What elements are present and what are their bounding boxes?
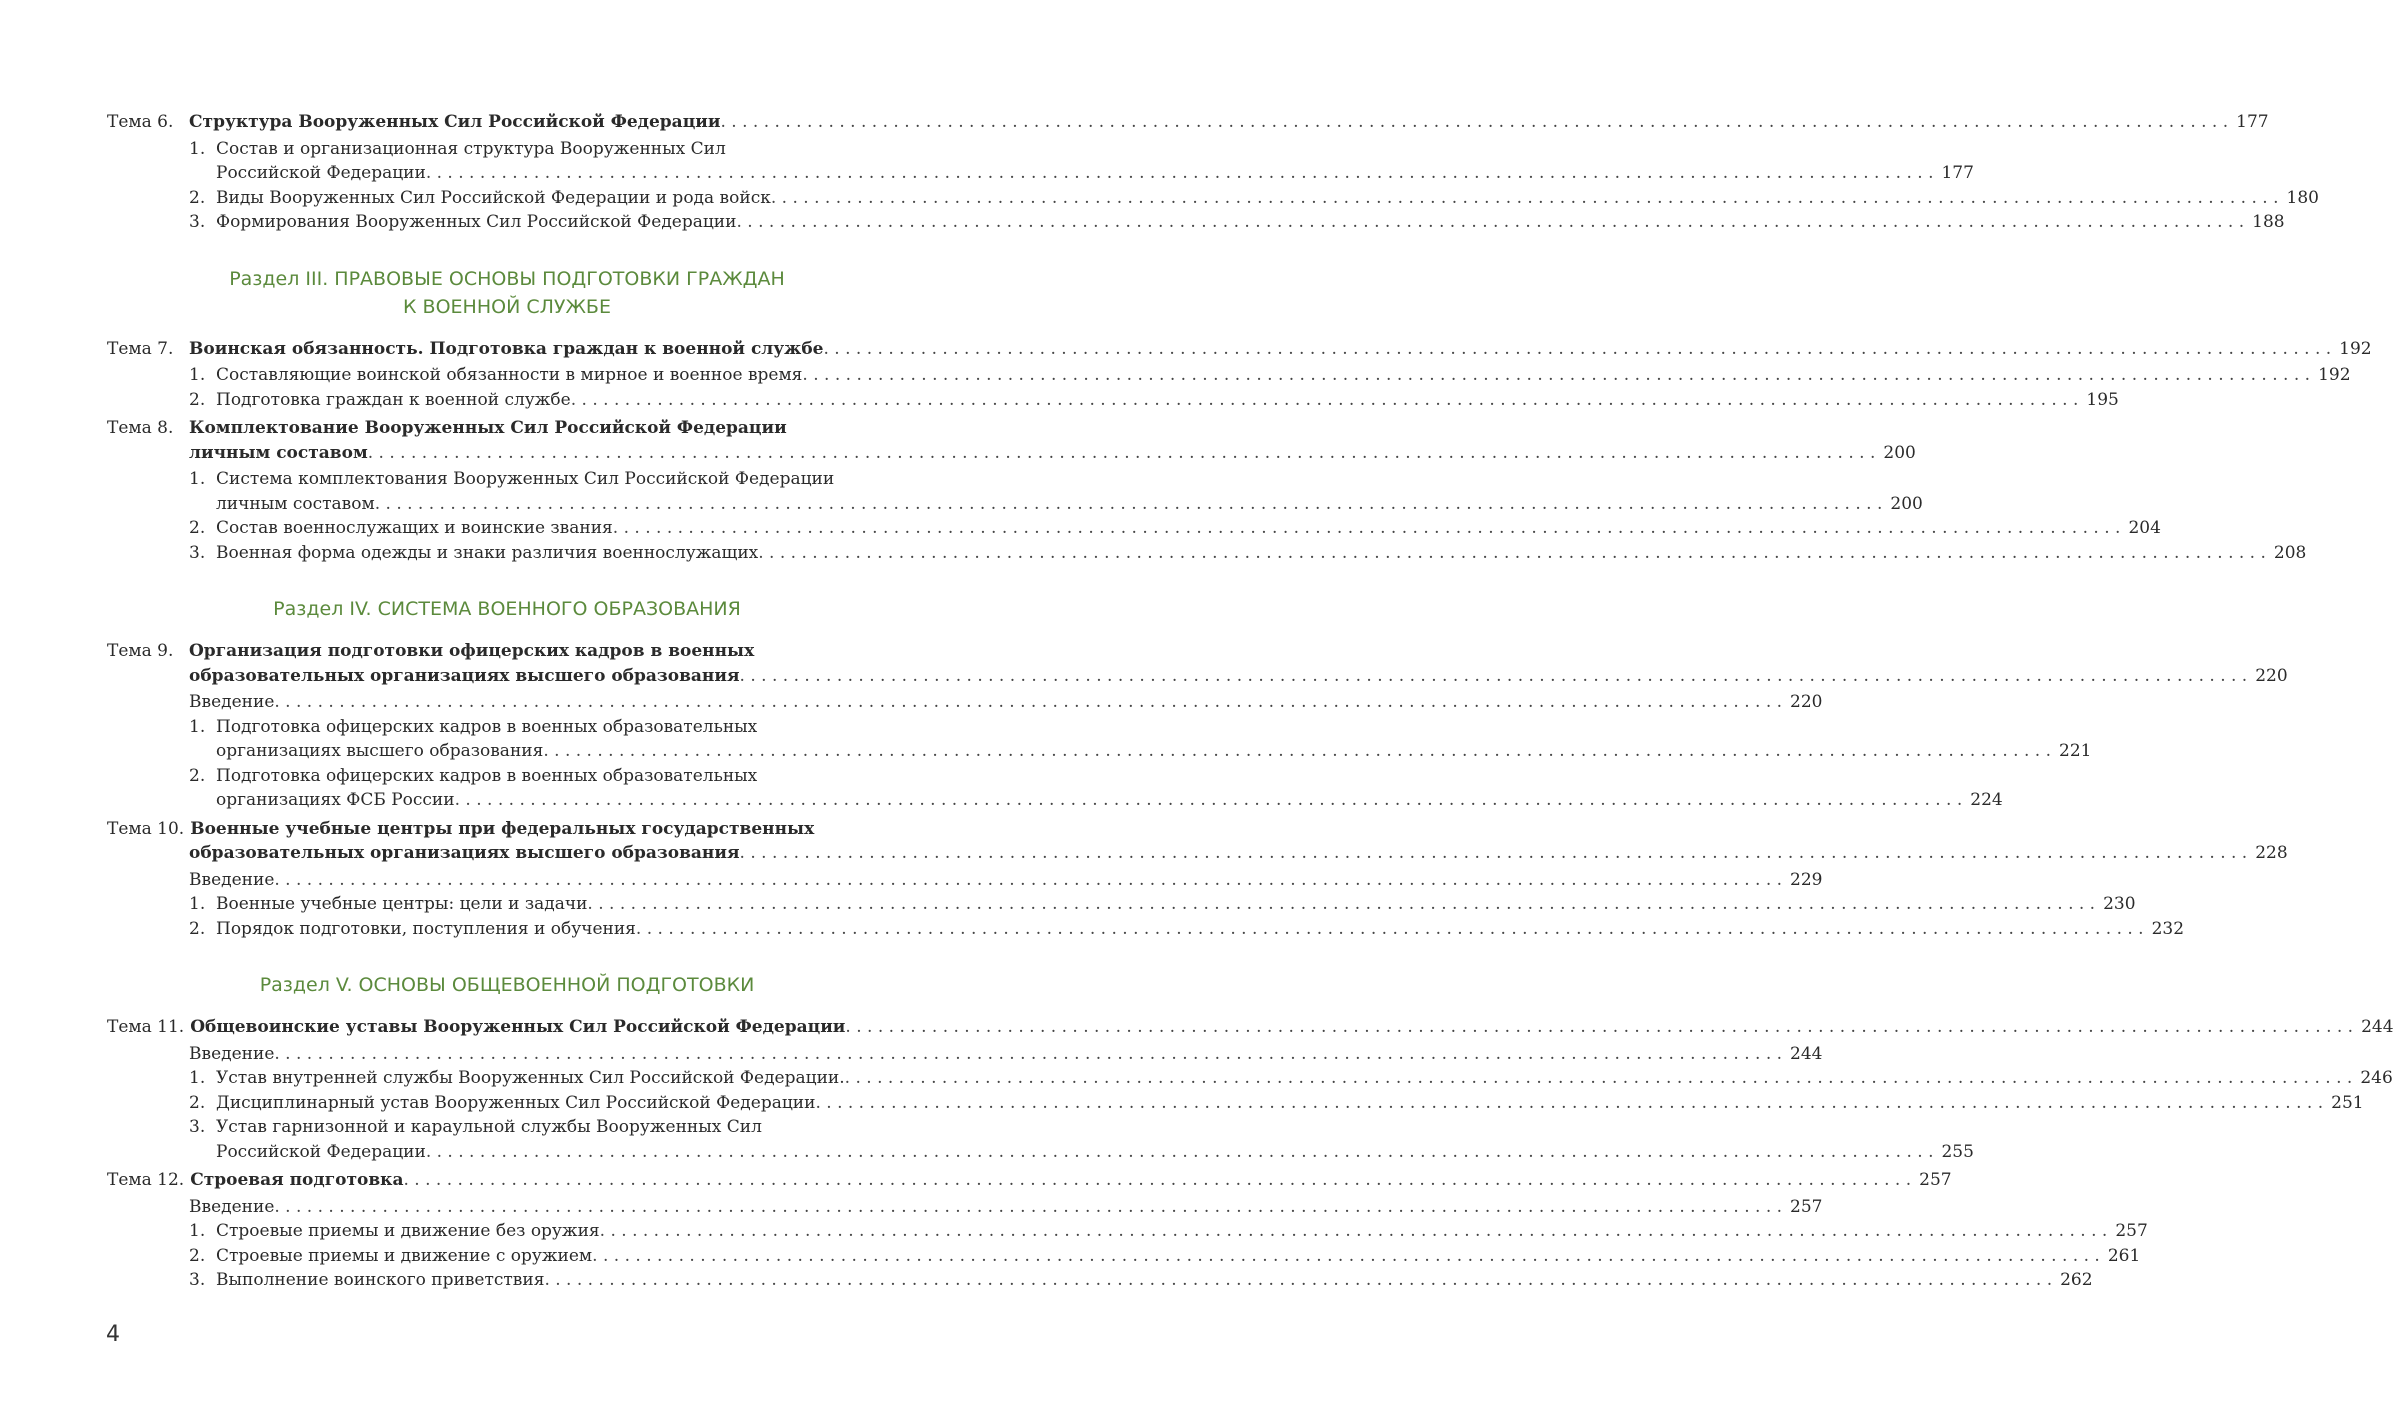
toc-item [189,363,2351,388]
dot-leader [740,664,2248,689]
toc-topic-7 [107,337,2372,362]
toc-item [189,892,2136,917]
dot-leader [375,492,1883,517]
dot-leader [845,1015,2353,1040]
page-ref: 232 [2151,918,2185,939]
page-ref: 228 [2255,843,2288,863]
toc-topic-8 [107,416,1916,465]
page-ref: 192 [2339,338,2372,359]
toc-item [189,1066,2393,1091]
page-ref: 244 [1790,1043,1823,1064]
page-ref: 261 [2107,1245,2141,1266]
section-heading-line: Раздел IV. СИСТЕМА ВОЕННОГО ОБРАЗОВАНИЯ [273,598,741,620]
dot-leader [845,1066,2353,1091]
section-heading-3 [107,265,907,321]
toc-item-continuation [189,492,1923,517]
page-ref: 200 [1890,493,1923,514]
toc-topic-11 [107,1015,2394,1040]
dot-leader [426,1140,1934,1165]
toc-subitems [107,137,2319,235]
topic-title: Организация подготовки офицерских кадров в военных [189,641,755,661]
intro-title: Введение [189,1043,275,1064]
dot-leader [274,1042,1782,1067]
item-title-cont: Российской Федерации [216,163,426,183]
item-title: Виды Вооруженных Сил Российской Федерации и рода войск [216,187,771,208]
item-number: 1. [189,1068,206,1088]
item-title: Военная форма одежды и знаки различия военнослужащих [216,542,759,563]
toc-topic-12 [107,1168,1952,1193]
item-number: 1. [189,469,206,489]
page-ref: 221 [2059,741,2092,761]
toc-topic-title-line [107,441,1916,466]
item-title: Подготовка офицерских кадров в военных образовательных [216,716,758,737]
toc-item [189,1268,2093,1293]
page-number: 4 [106,1322,120,1347]
item-number: 2. [189,1092,206,1113]
toc-subitems [107,1042,2393,1165]
topic-label: Тема 7. [107,338,174,359]
toc-intro [189,1042,1823,1067]
section-heading-4 [107,595,907,623]
item-number: 3. [189,1117,206,1137]
dot-leader [771,186,2279,211]
item-number: 1. [189,716,206,737]
topic-title: Структура Вооруженных Сил Российской Федерации [189,112,721,132]
topic-title-cont: образовательных организациях высшего образования [189,665,740,686]
dot-leader [403,1168,1911,1193]
page-ref: 192 [2318,365,2351,385]
item-title: Подготовка офицерских кадров в военных образовательных [216,765,758,786]
dot-leader [368,441,1876,466]
toc-intro [189,690,1823,715]
toc-topic-title-line [107,1015,2394,1040]
toc-item [189,516,2161,541]
toc-intro [189,868,1823,893]
toc-item [189,764,907,789]
toc-item-continuation [189,1140,1974,1165]
dot-leader [740,841,2248,866]
dot-leader [455,788,1963,813]
item-number: 2. [189,187,206,208]
toc-topic-title-line [107,110,2269,135]
dot-leader [587,892,2095,917]
item-number: 3. [189,1270,206,1290]
toc-item-continuation [189,161,1974,186]
item-title-cont: Российской Федерации [216,1141,426,1162]
item-number: 2. [189,1245,206,1266]
toc-topic-title-line [107,1168,1952,1193]
dot-leader [274,1195,1782,1220]
toc-subitems [107,868,2185,942]
item-title: Состав военнослужащих и воинские звания [216,518,613,538]
toc-item [189,1219,2148,1244]
item-title-cont: личным составом [216,493,375,514]
toc-subitems [107,467,2307,565]
item-number: 3. [189,542,206,563]
item-title: Система комплектования Вооруженных Сил Российской Федерации [216,469,835,489]
topic-title: Общевоинские уставы Вооруженных Сил Российской Федерации [190,1017,846,1037]
dot-leader [720,110,2228,135]
item-number: 3. [189,212,206,232]
item-title: Дисциплинарный устав Вооруженных Сил Российской Федерации [216,1092,816,1113]
dot-leader [758,541,2266,566]
dot-leader [815,1091,2323,1116]
toc-subitems [107,690,2092,813]
page-ref: 246 [2360,1068,2393,1088]
item-number: 2. [189,518,206,538]
toc-topic-title-line [107,817,907,842]
item-title: Составляющие воинской обязанности в мирное и военное время [216,365,803,385]
topic-label: Тема 10. [107,818,185,839]
item-title: Военные учебные центры: цели и задачи [216,894,588,914]
intro-title: Введение [189,1196,275,1217]
dot-leader [274,690,1782,715]
page-ref: 177 [2236,112,2269,132]
toc-item-continuation [189,788,2003,813]
item-number: 1. [189,1221,206,1241]
dot-leader [600,1219,2108,1244]
toc-item [189,388,2119,413]
item-title: Строевые приемы и движение без оружия [216,1221,600,1241]
toc-topic-title-line [107,841,2288,866]
topic-title: Военные учебные центры при федеральных государственных [190,818,815,839]
dot-leader [544,1268,2052,1293]
dot-leader [274,868,1782,893]
section-heading-line: К ВОЕННОЙ СЛУЖБЕ [403,295,611,318]
item-title: Формирования Вооруженных Сил Российской Федерации [216,212,737,232]
page-ref: 262 [2060,1270,2093,1290]
toc-topic-title-line [107,664,2288,689]
topic-label: Тема 9. [107,641,174,661]
item-title: Устав внутренней службы Вооруженных Сил Российской Федерации. [216,1068,845,1088]
item-title: Строевые приемы и движение с оружием [216,1245,593,1266]
toc-item [189,715,907,740]
page-ref: 204 [2128,518,2161,538]
item-title-cont: организациях высшего образования [216,741,544,761]
table-of-contents [107,110,2394,1293]
page-ref: 188 [2252,212,2285,232]
item-number: 2. [189,918,206,939]
topic-title-cont: личным составом [189,442,368,463]
toc-topic-title-line [107,416,907,441]
topic-label: Тема 6. [107,112,174,132]
toc-item [189,917,2185,942]
toc-topic-9 [107,639,2288,688]
toc-topic-10 [107,817,2288,866]
toc-item [189,1244,2141,1269]
page-ref: 180 [2286,187,2319,208]
intro-title: Введение [189,692,275,712]
toc-topic-6 [107,110,2269,135]
toc-item [189,137,907,162]
topic-label: Тема 12. [107,1170,185,1190]
toc-item [189,186,2319,211]
section-heading-line: Раздел III. ПРАВОВЫЕ ОСНОВЫ ПОДГОТОВКИ ГРАЖДАН [229,267,785,290]
toc-subitems [107,363,2351,412]
dot-leader [592,1244,2100,1269]
dot-leader [824,337,2332,362]
toc-item [189,467,907,492]
page-ref: 230 [2103,894,2136,914]
toc-item [189,541,2307,566]
page-ref: 208 [2273,542,2307,563]
toc-topic-title-line [107,639,907,664]
item-number: 1. [189,365,206,385]
section-heading-5 [107,971,907,999]
page-ref: 257 [2115,1221,2148,1241]
item-number: 2. [189,389,206,410]
item-title: Порядок подготовки, поступления и обучения [216,918,636,939]
page-ref: 200 [1883,442,1916,463]
page-ref: 220 [2255,665,2288,686]
page-ref: 244 [2361,1017,2394,1037]
topic-title: Строевая подготовка [190,1170,404,1190]
item-number: 1. [189,894,206,914]
topic-label: Тема 11. [107,1017,185,1037]
topic-title: Комплектование Вооруженных Сил Российской Федерации [189,418,787,438]
dot-leader [613,516,2121,541]
item-title: Устав гарнизонной и караульной службы Вооруженных Сил [216,1117,762,1137]
dot-leader [426,161,1934,186]
intro-title: Введение [189,869,275,890]
dot-leader [636,917,2144,942]
toc-subitems [107,1195,2148,1293]
topic-title-cont: образовательных организациях высшего образования [189,843,740,863]
toc-item [189,1115,907,1140]
page-ref: 177 [1941,163,1974,183]
topic-title: Воинская обязанность. Подготовка граждан к военной службе [189,338,824,359]
page-ref: 255 [1941,1141,1974,1162]
page-ref: 257 [1919,1170,1952,1190]
item-number: 1. [189,138,206,159]
page-ref: 251 [2331,1092,2364,1113]
toc-item-continuation [189,739,2092,764]
topic-label: Тема 8. [107,418,174,438]
item-title-cont: организациях ФСБ России [216,790,455,810]
dot-leader [543,739,2051,764]
toc-item [189,210,2285,235]
page-ref: 195 [2086,389,2119,410]
page-ref: 224 [1970,790,2003,810]
section-heading-line: Раздел V. ОСНОВЫ ОБЩЕВОЕННОЙ ПОДГОТОВКИ [259,974,755,996]
dot-leader [571,388,2079,413]
page-ref: 229 [1790,869,1823,890]
page-ref: 257 [1790,1196,1823,1217]
item-title: Состав и организационная структура Вооруженных Сил [216,138,726,159]
item-title: Выполнение воинского приветствия [216,1270,545,1290]
toc-intro [189,1195,1823,1220]
toc-item [189,1091,2364,1116]
toc-topic-title-line [107,337,2372,362]
item-number: 2. [189,765,206,786]
dot-leader [802,363,2310,388]
item-title: Подготовка граждан к военной службе [216,389,571,410]
page-ref: 220 [1790,692,1823,712]
dot-leader [736,210,2244,235]
